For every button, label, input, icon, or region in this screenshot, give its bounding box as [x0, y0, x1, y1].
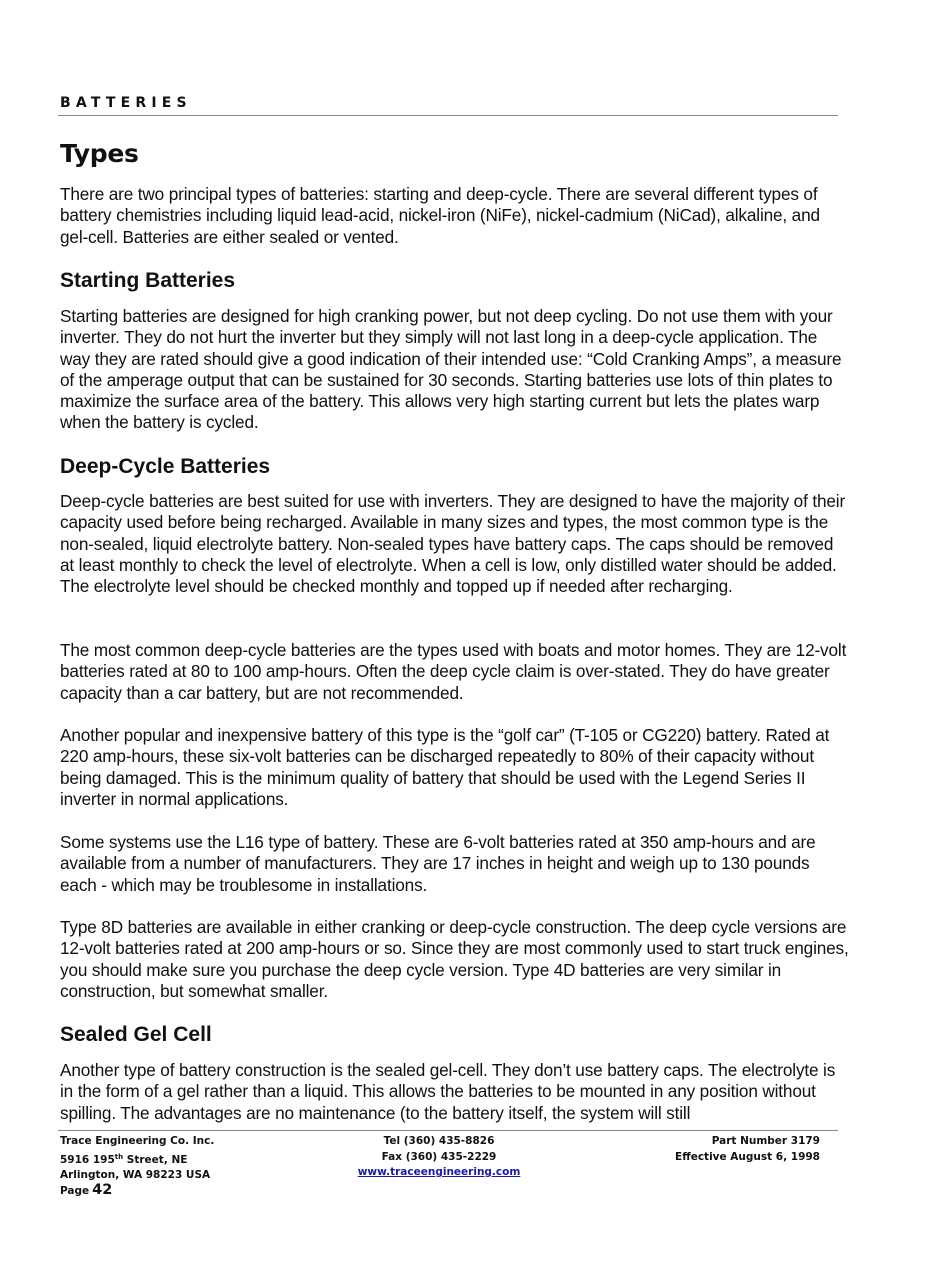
footer-city: Arlington, WA 98223 USA	[60, 1169, 211, 1181]
footer-effective-date: Effective August 6, 1998	[675, 1150, 820, 1163]
starting-batteries-paragraph: Starting batteries are designed for high cranking power, but not deep cycling. Do not use them with your inverter. They do not hurt the inverter but they simply will not last long in a deep-cycle application. The way they are rated should give a good indication of their intended use: “Cold Cranking Amps”, a measure of the amperage output that can be sustained for 30 seconds. Starting batteries use lots of thin plates to maximize the surface area of the battery. This allows very high starting current but lets the plates warp when the battery is cycled.	[60, 306, 842, 433]
footer-address	[60, 1134, 214, 1184]
deep-cycle-heading: Deep-Cycle Batteries	[60, 455, 271, 478]
page-title: Types	[60, 139, 139, 168]
intro-paragraph: There are two principal types of batteries: starting and deep-cycle. There are several different types of battery chemistries including liquid lead-acid, nickel-iron (NiFe), nickel-cadmium (NiCad), alkaline, and gel-cell. Batteries are either sealed or vented.	[60, 184, 820, 247]
page-label: Page	[60, 1185, 90, 1197]
sealed-gel-cell-paragraph: Another type of battery construction is the sealed gel-cell. They don’t use battery caps. The electrolyte is in the form of a gel rather than a liquid. This allows the batteries to be mounted in any position without spilling. The advantages are no maintenance (to the battery itself, the system will still	[60, 1060, 836, 1123]
footer-part-number: Part Number 3179	[711, 1135, 820, 1147]
deep-cycle-paragraph-2: The most common deep-cycle batteries are the types used with boats and motor homes. They are 12-volt batteries rated at 80 to 100 amp-hours. Often the deep cycle claim is over-stated. They do have greater capacity than a car battery, but are not recommended.	[60, 640, 847, 703]
footer-divider	[58, 1130, 838, 1131]
footer-document-info	[675, 1134, 820, 1165]
deep-cycle-paragraph-1: Deep-cycle batteries are best suited for use with inverters. They are designed to have the majority of their capacity used before being recharged. Available in many sizes and types, the most common type is the non-sealed, liquid electrolyte battery. Non-sealed types have battery caps. The caps should be removed at least monthly to check the level of electrolyte. When a cell is low, only distilled water should be added. The electrolyte level should be checked monthly and topped up if needed after recharging.	[60, 491, 846, 597]
starting-batteries-heading: Starting Batteries	[60, 269, 236, 292]
footer-tel: Tel (360) 435-8826	[383, 1135, 495, 1147]
footer-street: 5916 195th Street, NE	[60, 1152, 188, 1166]
page-number-value: 42	[92, 1182, 113, 1198]
deep-cycle-paragraph-5: Type 8D batteries are available in either cranking or deep-cycle construction. The deep cycle versions are 12-volt batteries rated at 200 amp-hours or so. Since they are most commonly used to start truck engines, you should make sure you purchase the deep cycle version. Type 4D batteries are very similar in construction, but somewhat smaller.	[60, 917, 849, 1001]
deep-cycle-paragraph-4: Some systems use the L16 type of battery. These are 6-volt batteries rated at 350 amp-hours and are available from a number of manufacturers. They are 17 inches in height and weigh up to 130 pounds each - which may be troublesome in installations.	[60, 832, 816, 895]
section-header: BATTERIES	[60, 95, 192, 111]
footer-contact	[300, 1134, 578, 1181]
page-number	[60, 1179, 112, 1198]
sealed-gel-cell-heading: Sealed Gel Cell	[60, 1023, 212, 1046]
website-link[interactable]: www.traceengineering.com	[357, 1166, 521, 1178]
footer-company: Trace Engineering Co. Inc.	[60, 1135, 215, 1147]
deep-cycle-paragraph-3: Another popular and inexpensive battery of this type is the “golf car” (T-105 or CG220) battery. Rated at 220 amp-hours, these six-volt batteries can be discharged repeatedly to 80% of their capacity without being damaged. This is the minimum quality of battery that should be used with the Legend Series II inverter in normal applications.	[60, 725, 830, 809]
header-divider	[58, 115, 838, 116]
footer-fax: Fax (360) 435-2229	[381, 1150, 497, 1163]
